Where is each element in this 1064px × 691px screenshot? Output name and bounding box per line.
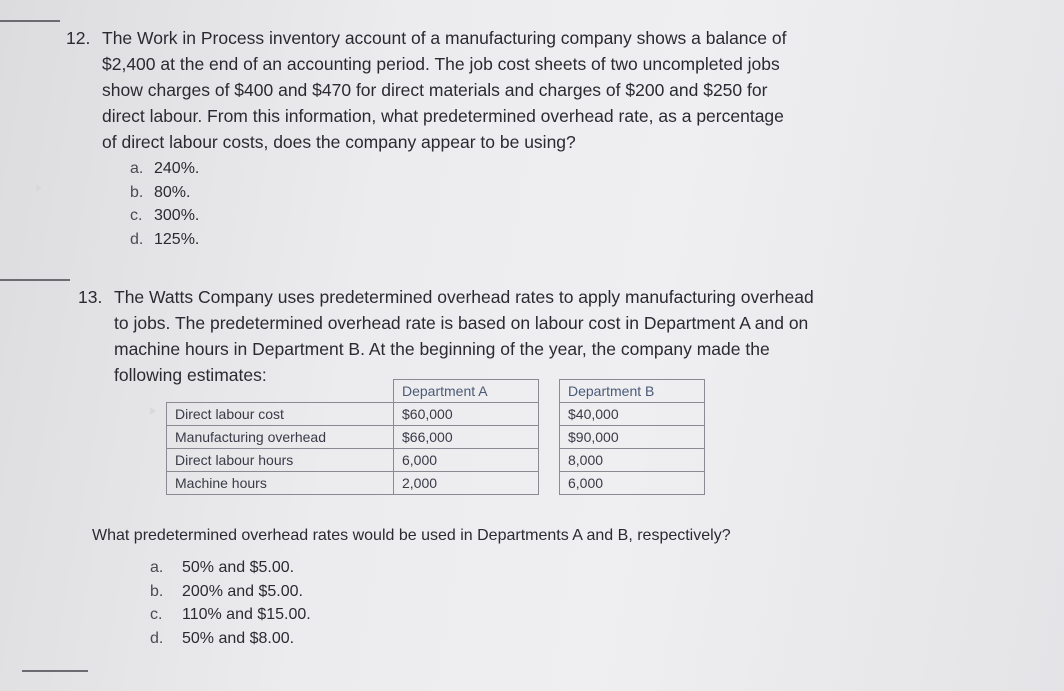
question-12 <box>66 25 966 157</box>
option-b: b. 80%. <box>130 183 191 201</box>
question-13-number: 13. <box>78 287 103 307</box>
option-d: d. 50% and $8.00. <box>150 629 295 647</box>
bullet-arrow-icon <box>36 184 42 192</box>
cell-department-a: 6,000 <box>394 449 539 472</box>
question-13-stem <box>114 284 814 388</box>
question-12-line: of direct labour costs, does the company appear to be using? <box>102 132 576 152</box>
divider-bottom <box>22 670 88 672</box>
cell-department-b: 8,000 <box>560 449 705 472</box>
question-13-line: machine hours in Department B. At the beginning of the year, the company made the <box>114 339 770 359</box>
header-department-b: Department B <box>560 380 705 403</box>
question-13-line: following estimates: <box>114 365 267 385</box>
estimates-table <box>166 379 705 495</box>
cell-department-a: $60,000 <box>394 403 539 426</box>
divider-top <box>0 20 60 22</box>
question-13 <box>78 284 978 388</box>
question-12-line: direct labour. From this information, what predetermined overhead rate, as a percentage <box>102 106 784 126</box>
question-13-line: to jobs. The predetermined overhead rate is based on labour cost in Department A and on <box>114 313 809 333</box>
question-12-line: The Work in Process inventory account of a manufacturing company shows a balance of <box>102 28 787 48</box>
table-row <box>167 449 705 472</box>
divider-middle <box>0 279 70 281</box>
table-row <box>167 403 705 426</box>
bullet-arrow-icon <box>150 407 156 415</box>
cell-department-b: 6,000 <box>560 472 705 495</box>
question-13-line: The Watts Company uses predetermined overhead rates to apply manufacturing overhead <box>114 287 814 307</box>
table-header-row <box>167 380 705 403</box>
question-12-line: show charges of $400 and $470 for direct materials and charges of $200 and $250 for <box>102 80 768 100</box>
question-13-options <box>150 556 311 650</box>
question-13-prompt: What predetermined overhead rates would be used in Departments A and B, respectively? <box>92 527 731 544</box>
question-12-line: $2,400 at the end of an accounting period. The job cost sheets of two uncompleted jobs <box>102 54 780 74</box>
option-d: d. 125%. <box>130 230 200 248</box>
question-12-options <box>130 157 199 251</box>
cell-department-a: $66,000 <box>394 426 539 449</box>
row-label: Direct labour hours <box>167 449 394 472</box>
row-label: Machine hours <box>167 472 394 495</box>
option-a: a. 240%. <box>130 160 200 177</box>
question-12-stem <box>102 25 786 155</box>
row-label: Manufacturing overhead <box>167 426 394 449</box>
table-row <box>167 426 705 449</box>
cell-department-a: 2,000 <box>394 472 539 495</box>
table-row <box>167 472 705 495</box>
question-12-number: 12. <box>66 28 91 48</box>
option-c: c. 300%. <box>130 207 200 224</box>
option-b: b. 200% and $5.00. <box>150 582 303 600</box>
option-c: c. 110% and $15.00. <box>150 606 311 623</box>
cell-department-b: $40,000 <box>560 403 705 426</box>
cell-department-b: $90,000 <box>560 426 705 449</box>
header-department-a: Department A <box>394 380 539 403</box>
row-label: Direct labour cost <box>167 403 394 426</box>
option-a: a. 50% and $5.00. <box>150 559 295 576</box>
